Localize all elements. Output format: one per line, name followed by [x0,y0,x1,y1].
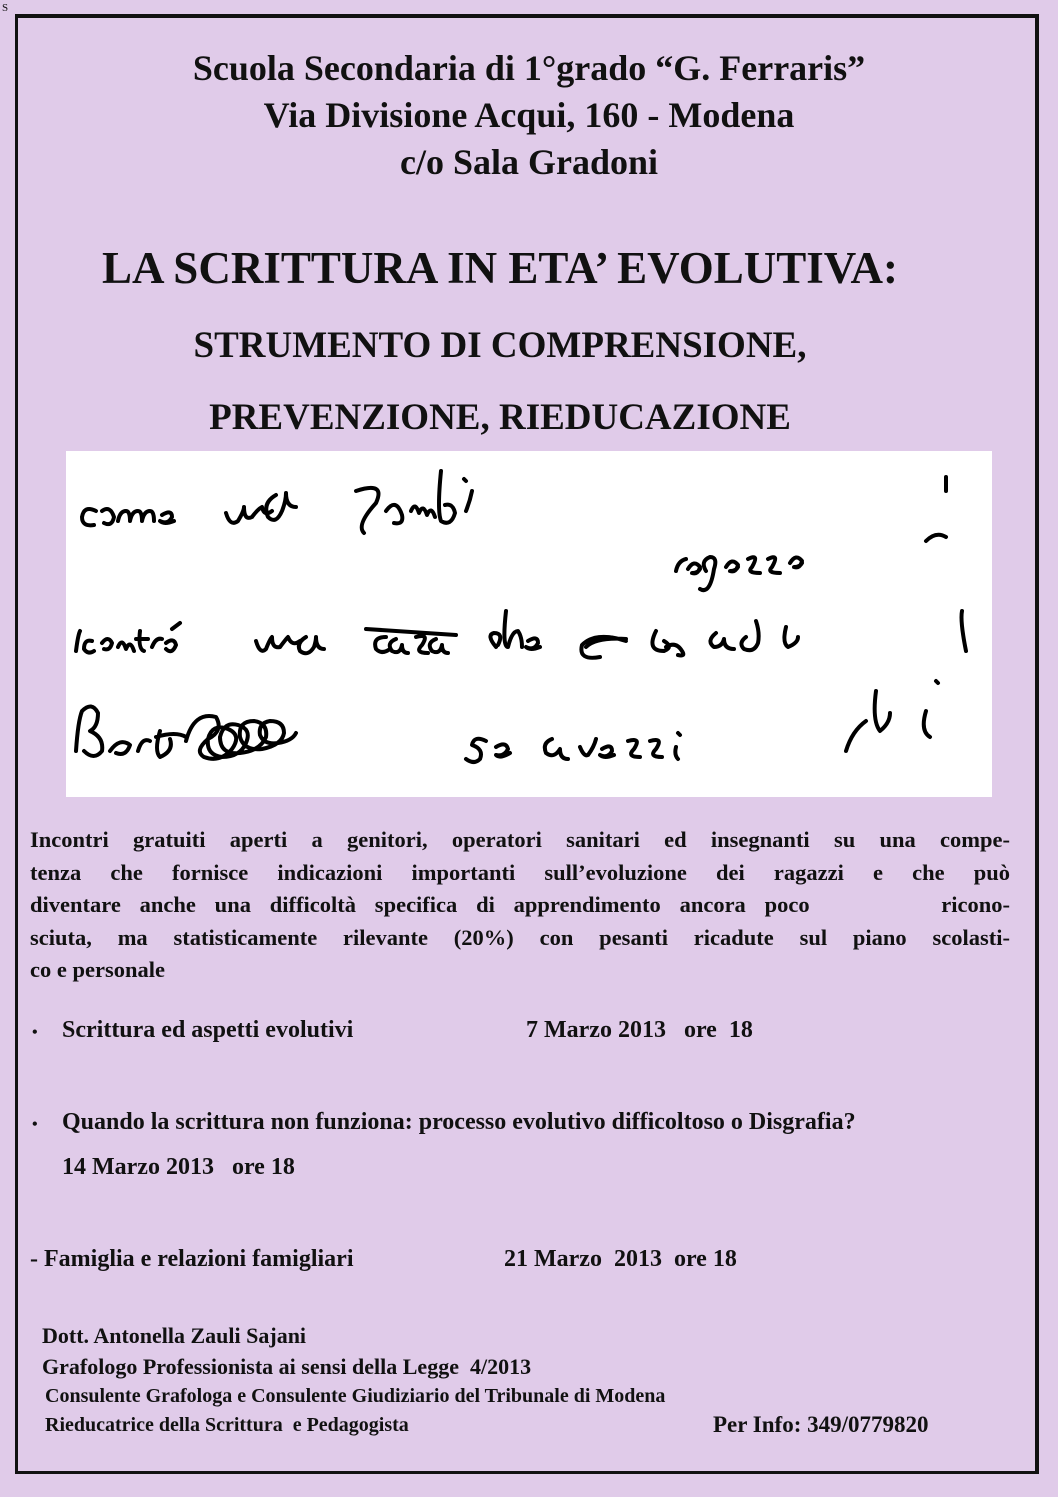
school-room: c/o Sala Gradoni [399,142,659,182]
intro-line-2: tenza che fornisce indicazioni importanti sull’evoluzione dei ragazzi e che può [30,859,1010,885]
event-3-title: - Famiglia e relazioni famigliari [30,1246,354,1272]
hw-word-scribble [76,706,296,758]
signature-role-2: Consulente Grafologa e Consulente Giudiziario del Tribunale di Modena [45,1385,666,1407]
intro-line-4: sciuta, ma statisticamente rilevante (20%) con pesanti ricadute sul piano scolasti- [30,924,1010,950]
hw-word-se-avessi [466,733,680,762]
intro-line-1: Incontri gratuiti aperti a genitori, operatori sanitari ed insegnanti su una compe- [30,827,1010,852]
school-name: Scuola Secondaria di 1°grado “G. Ferraris” [192,48,866,88]
event-1-title: Scrittura ed aspetti evolutivi [62,1017,354,1043]
hw-word-casa [366,629,456,653]
handwriting-sample-image [66,451,992,797]
signature-role-1: Grafologo Professionista ai sensi della Legge 4/2013 [42,1354,532,1379]
poster-subtitle-2: PREVENZIONE, RIEDUCAZIONE [209,397,791,438]
contact-info: Per Info: 349/0779820 [713,1412,929,1437]
frame-border-right [1035,14,1039,1474]
hw-word-cancelled [581,621,798,658]
intro-line-3: diventare anche una difficoltà specifica di apprendimento ancora poco ricono- [30,892,1010,917]
hw-word-una-2 [256,637,324,653]
hw-word-incontro [76,623,180,653]
signature-name: Dott. Antonella Zauli Sajani [42,1323,307,1348]
frame-border-top [17,14,1037,18]
intro-line-5: co e personale [30,957,165,982]
poster-title: LA SCRITTURA IN ETA’ EVOLUTIVA: [102,243,898,293]
frame-border-left [15,14,18,1474]
handwriting-sample-svg [66,451,992,797]
hw-word-ragazza [676,557,802,590]
frame-border-bottom [17,1471,1037,1474]
event-1-date: 7 Marzo 2013 ore 18 [526,1017,753,1043]
bullet-icon: • [32,1116,38,1133]
intro-paragraph [30,824,1010,987]
event-2-date: 14 Marzo 2013 ore 18 [62,1154,295,1180]
school-address: Via Divisione Acqui, 160 - Modena [263,95,795,135]
event-2-title: Quando la scrittura non funziona: processo evolutivo difficoltoso o Disgrafia? [62,1109,856,1135]
corner-mark: S [2,2,9,14]
poster-subtitle-1: STRUMENTO DI COMPRENSIONE, [193,325,807,366]
event-3-date: 21 Marzo 2013 ore 18 [504,1246,737,1272]
hw-word-come [82,509,174,525]
hw-word-bambi [356,471,472,533]
hw-word-una [226,493,296,523]
hw-word-che [490,611,540,649]
signature-role-3: Rieducatrice della Scrittura e Pedagogista [45,1414,409,1436]
hw-word-ascenders [846,477,966,751]
bullet-icon: • [32,1024,38,1041]
